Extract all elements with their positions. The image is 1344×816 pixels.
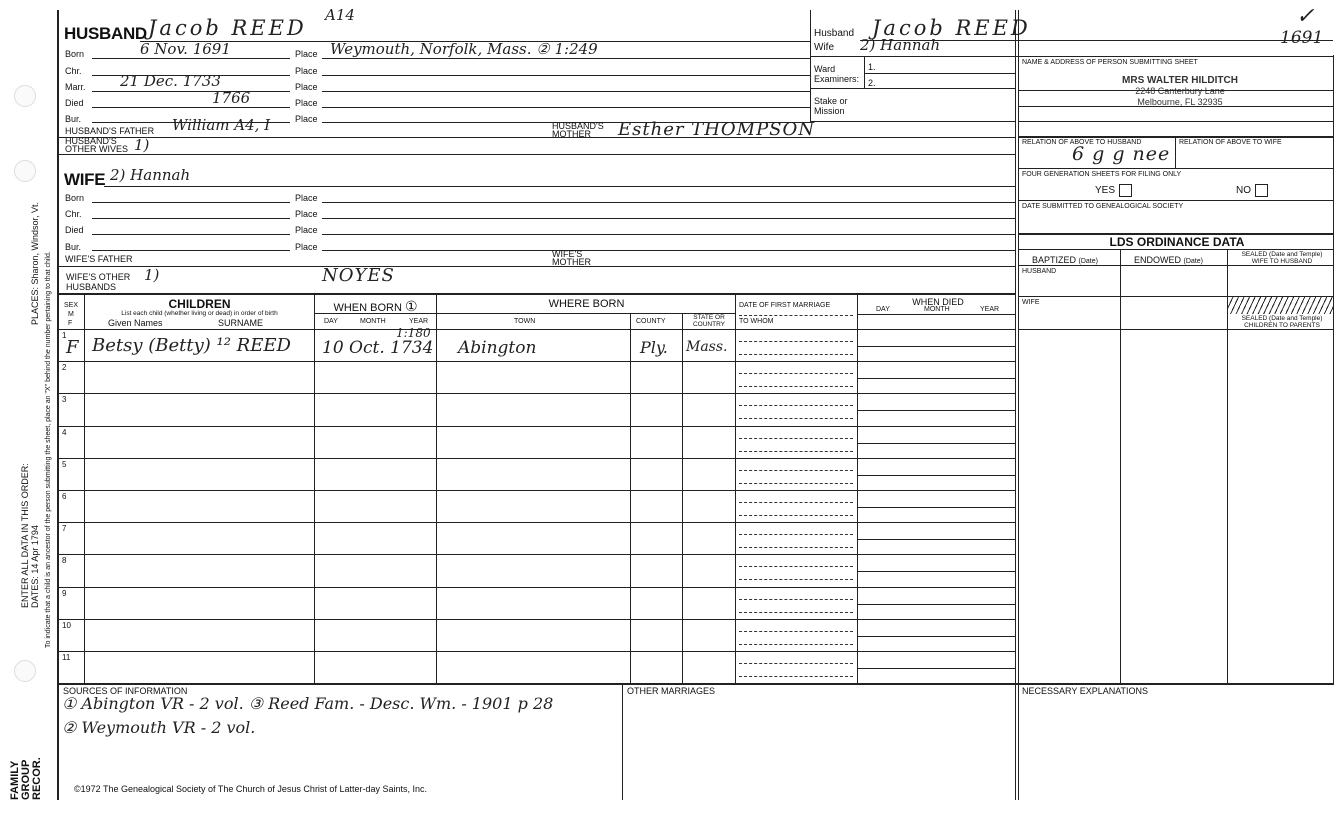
child-town: Abington (458, 338, 537, 358)
child-to-whom-dash (739, 386, 853, 387)
label-place: Place (295, 209, 318, 219)
born-place-line (322, 58, 810, 59)
other-wives-line (58, 154, 1015, 155)
husband-heading: HUSBAND (64, 24, 147, 43)
wife-bur-line (92, 250, 290, 251)
ct-to-whom: TO WHOM (739, 318, 774, 325)
side-enter-order: ENTER ALL DATA IN THIS ORDER: (20, 463, 30, 608)
child-died-line (857, 604, 1015, 605)
label-died: Died (65, 98, 84, 108)
ct-town: TOWN (514, 318, 536, 325)
ct-died-year: YEAR (980, 306, 1000, 313)
ct-first-marriage: DATE OF FIRST MARRIAGE (739, 302, 831, 309)
rp-examiners-label: Examiners: (814, 74, 860, 84)
ct-month: MONTH (360, 318, 386, 325)
wife-name: 2) Hannah (110, 166, 191, 184)
child-row-line (58, 522, 1015, 523)
child-marriage-date-dash (739, 373, 853, 374)
marr-place-line (322, 91, 810, 92)
label-place: Place (295, 242, 318, 252)
child-row-number: 4 (62, 427, 67, 437)
relation-bottom (1018, 168, 1333, 169)
label-chr: Chr. (65, 66, 82, 76)
child-to-whom-dash (739, 515, 853, 516)
child-row-line (58, 329, 1015, 330)
right-edge (1333, 55, 1334, 685)
rp-four-gen-label: FOUR GENERATION SHEETS FOR FILING ONLY (1022, 171, 1182, 178)
side-note: To indicate that a child is an ancestor of the person submitting the sheet, place an "X" behind the number pertaining to that child. (45, 251, 52, 648)
husband-other-wives: 1) (134, 136, 150, 154)
wife-chr-line (92, 218, 290, 219)
label-place: Place (295, 82, 318, 92)
sources-line-2: ② Weymouth VR - 2 vol. (62, 718, 256, 737)
label-wifes-other-husbands: WIFE'S OTHER HUSBANDS (66, 272, 131, 292)
child-died-line (857, 668, 1015, 669)
submitter-line-3 (1018, 121, 1333, 122)
rp-row-wife: WIFE (1022, 299, 1040, 306)
lds-col-1 (1120, 249, 1121, 684)
husband-father: William A4, I (172, 116, 271, 134)
husband-mother: Esther THOMPSON (618, 119, 816, 140)
child-row-line (58, 651, 1015, 652)
yes-checkbox[interactable] (1119, 184, 1132, 197)
rp-rel-husband-value: 6 g g nee (1072, 143, 1171, 165)
label-wifes-mother: WIFE'S MOTHER (552, 249, 591, 267)
child-died-line (857, 443, 1015, 444)
label-husbands-mother: HUSBAND'S MOTHER (552, 121, 604, 139)
wife-name-line (104, 186, 1015, 187)
child-died-line (857, 378, 1015, 379)
child-to-whom-dash (739, 354, 853, 355)
ct-col-born (436, 293, 437, 684)
child-to-whom-dash (739, 451, 853, 452)
rp-examiner-2: 2. (868, 78, 876, 88)
child-row-number: 1 (62, 331, 67, 340)
child-marriage-date-dash (739, 341, 853, 342)
ct-children-sub: List each child (whether living or dead) in order of birth (121, 310, 278, 317)
rp-no: NO (1236, 184, 1268, 197)
child-row-line (58, 361, 1015, 362)
died-place-line (322, 107, 810, 108)
born-line (92, 58, 290, 59)
child-state: Mass. (686, 339, 728, 355)
rp-rel-wife-label: RELATION OF ABOVE TO WIFE (1179, 139, 1282, 146)
footer-title: FAMILY GROUP RECOR. (9, 757, 43, 800)
explanations-label: NECESSARY EXPLANATIONS (1022, 686, 1149, 696)
label-wifes-father: WIFE'S FATHER (65, 254, 133, 264)
child-marriage-date-dash (739, 502, 853, 503)
ct-sub-header-line (314, 313, 736, 314)
child-row-number: 10 (62, 620, 71, 630)
child-died-line (857, 410, 1015, 411)
wife-born-line (92, 202, 290, 203)
label-place: Place (295, 98, 318, 108)
main-right-border (1015, 10, 1016, 800)
ct-year: YEAR (409, 318, 429, 325)
wife-born-place-line (322, 202, 1015, 203)
child-marriage-date-dash (739, 566, 853, 567)
other-marriages-divider (622, 683, 623, 800)
child-born-date: 10 Oct. 1734 (322, 338, 434, 358)
rp-examiner-1: 1. (868, 62, 876, 72)
child-died-line (857, 539, 1015, 540)
wife-chr-place-line (322, 218, 1015, 219)
child-row-number: 11 (62, 653, 71, 662)
child-marriage-date-dash (739, 663, 853, 664)
child-died-line (857, 507, 1015, 508)
other-marriages-label: OTHER MARRIAGES (627, 686, 716, 696)
child-row-number: 7 (62, 524, 67, 534)
child-row-line (58, 490, 1015, 491)
ct-died-header-line (857, 314, 1015, 315)
child-marriage-date-dash (739, 470, 853, 471)
four-gen-bottom (1018, 200, 1333, 201)
lds-sub-top (1018, 249, 1333, 250)
label-place: Place (295, 193, 318, 203)
rp-sealed-wife: SEALED (Date and Temple) WIFE TO HUSBAND (1241, 251, 1323, 265)
child-to-whom-dash (739, 644, 853, 645)
examiner-mid-line (864, 73, 1015, 74)
child-row-line (58, 587, 1015, 588)
child-marriage-date-dash (739, 405, 853, 406)
label-bur: Bur. (65, 114, 82, 124)
rp-wife-label: Wife (814, 42, 834, 53)
child-died-line (857, 636, 1015, 637)
husband-box-divider (810, 10, 811, 122)
child-row-line (58, 393, 1015, 394)
husband-born-date: 6 Nov. 1691 (140, 40, 231, 58)
label-born: Born (65, 193, 85, 203)
binder-hole (14, 160, 36, 182)
ct-col-county (682, 313, 683, 684)
ct-col-state (735, 293, 736, 684)
ct-col-name (314, 293, 315, 684)
relation-divider (1175, 136, 1176, 168)
child-sex: F (66, 337, 79, 358)
ct-day: DAY (324, 318, 338, 325)
rp-year-note: 1691 (1280, 28, 1324, 48)
marr-line (92, 91, 290, 92)
rp-rel-husband-label: RELATION OF ABOVE TO HUSBAND (1022, 139, 1142, 146)
wife-died-line (92, 234, 290, 235)
ct-col-marriage (857, 293, 858, 684)
wife-mother-surname: NOYES (322, 265, 395, 286)
rp-date-submitted-label: DATE SUBMITTED TO GENEALOGICAL SOCIETY (1022, 203, 1184, 210)
child-died-line (857, 571, 1015, 572)
ct-county: COUNTY (636, 318, 666, 325)
child-died-line (857, 346, 1015, 347)
ct-when-died: WHEN DIED (912, 297, 964, 307)
ct-died-month: MONTH (924, 306, 950, 313)
side-places: PLACES: Sharon, Windsor, Vt. (30, 201, 40, 325)
child-name: Betsy (Betty) ¹² REED (92, 335, 291, 356)
child-row-line (58, 458, 1015, 459)
rp-submitter-label: NAME & ADDRESS OF PERSON SUBMITTING SHEET (1022, 59, 1198, 66)
label-chr: Chr. (65, 209, 82, 219)
child-row-line (58, 554, 1015, 555)
label-husbands-father: HUSBAND'S FATHER (65, 126, 155, 136)
child-row-number: 5 (62, 459, 67, 469)
ct-col-town (630, 313, 631, 684)
ct-sex: SEX M F (64, 302, 79, 327)
ct-children-label: CHILDREN (168, 297, 231, 311)
rp-wife-line (810, 56, 1333, 57)
husband-annotation: A14 (325, 6, 355, 24)
rp-ward-label: Ward (814, 64, 836, 74)
ct-surname: SURNAME (218, 318, 264, 328)
child-row-number: 6 (62, 492, 67, 501)
husband-name: Jacob REED (148, 16, 307, 40)
child-row-number: 8 (62, 556, 67, 566)
child-row-line (58, 426, 1015, 427)
ct-when-born: WHEN BORN ① (333, 298, 418, 314)
label-place: Place (295, 225, 318, 235)
child-to-whom-dash (739, 483, 853, 484)
rp-ward-bottom (810, 88, 1015, 89)
ward-divider (864, 56, 865, 88)
child-to-whom-dash (739, 676, 853, 677)
child-row-number: 2 (62, 363, 67, 373)
rp-yes: YES (1095, 184, 1132, 197)
side-dates: DATES: 14 Apr 1794 (30, 525, 40, 608)
label-died: Died (65, 225, 84, 235)
child-to-whom-dash (739, 579, 853, 580)
father-line (58, 137, 1015, 138)
wife-bur-place-line (322, 250, 1015, 251)
children-top-line (58, 293, 1015, 295)
wife-died-place-line (322, 234, 1015, 235)
husband-marr-date: 21 Dec. 1733 (120, 72, 221, 90)
binder-hole (14, 85, 36, 107)
child-marriage-date-dash (739, 534, 853, 535)
ct-state: STATE OR COUNTRY (692, 314, 726, 328)
rp-submitter-stamp: MRS WALTER HILDITCH 2248 Canterbury Lane Melbourne, FL 32935 (1122, 75, 1238, 107)
left-border (57, 10, 59, 800)
ct-col-sex (84, 293, 85, 684)
binder-hole (14, 660, 36, 682)
child-row-line (58, 619, 1015, 620)
rp-husband-label: Husband (814, 28, 855, 39)
label-bur: Bur. (65, 242, 82, 252)
wife-other-husbands: 1) (144, 266, 160, 284)
no-checkbox[interactable] (1255, 184, 1268, 197)
label-place: Place (295, 49, 318, 59)
child-county: Ply. (640, 338, 668, 357)
copyright: ©1972 The Genealogical Society of The Church of Jesus Christ of Latter-day Saints, Inc. (74, 784, 427, 794)
rp-check-mark: ✓ (1296, 4, 1315, 29)
wife-father-line (58, 266, 1015, 267)
rp-sealed-hatch (1228, 297, 1333, 314)
ct-where-born: WHERE BORN (548, 298, 625, 310)
child-to-whom-dash (739, 418, 853, 419)
child-marriage-date-dash (739, 631, 853, 632)
ct-died-day: DAY (876, 306, 890, 313)
husband-died-date: 1766 (212, 89, 251, 107)
rp-stake-label: Stake or Mission (814, 96, 848, 116)
label-marr: Marr. (65, 82, 86, 92)
lds-header-bottom (1018, 265, 1333, 266)
child-born-note: 1:180 (396, 326, 431, 340)
bottom-top-line (58, 683, 1333, 685)
submitter-line-2 (1018, 106, 1333, 107)
rp-sealed-children: SEALED (Date and Temple) CHILDREN TO PARENTS (1241, 315, 1323, 329)
lds-col-2 (1227, 249, 1228, 684)
child-row-number: 3 (62, 395, 67, 405)
label-husbands-other-wives: HUSBAND'S OTHER WIVES (65, 136, 129, 154)
wife-heading: WIFE (64, 170, 106, 189)
rp-endowed: ENDOWED (Date) (1134, 255, 1203, 265)
husband-born-place: Weymouth, Norfolk, Mass. ② 1:249 (330, 40, 598, 58)
ct-given: Given Names (108, 318, 163, 328)
sources-label: SOURCES OF INFORMATION (63, 686, 188, 696)
child-died-line (857, 475, 1015, 476)
rp-baptized: BAPTIZED (Date) (1032, 255, 1098, 265)
sources-line-1: ① Abington VR - 2 vol. ③ Reed Fam. - Desc. Wm. - 1901 p 28 (62, 694, 554, 713)
lds-wife-bottom (1018, 329, 1333, 330)
submitter-line-1 (1018, 90, 1333, 91)
label-born: Born (65, 49, 85, 59)
child-row-number: 9 (62, 588, 67, 598)
right-mid-border (1018, 10, 1019, 800)
child-marriage-date-dash (739, 438, 853, 439)
ct-header-dash (739, 315, 853, 316)
chr-place-line (322, 75, 810, 76)
child-marriage-date-dash (739, 599, 853, 600)
rp-stake-bottom (810, 121, 1015, 122)
rp-wife-value: 2) Hannah (860, 36, 941, 54)
rp-husband-value: Jacob REED (872, 16, 1031, 40)
died-line (92, 107, 290, 108)
label-place: Place (295, 114, 318, 124)
rp-row-husband: HUSBAND (1022, 268, 1057, 275)
label-place: Place (295, 66, 318, 76)
child-to-whom-dash (739, 547, 853, 548)
rp-lds-heading: LDS ORDINANCE DATA (1109, 235, 1245, 249)
child-to-whom-dash (739, 612, 853, 613)
